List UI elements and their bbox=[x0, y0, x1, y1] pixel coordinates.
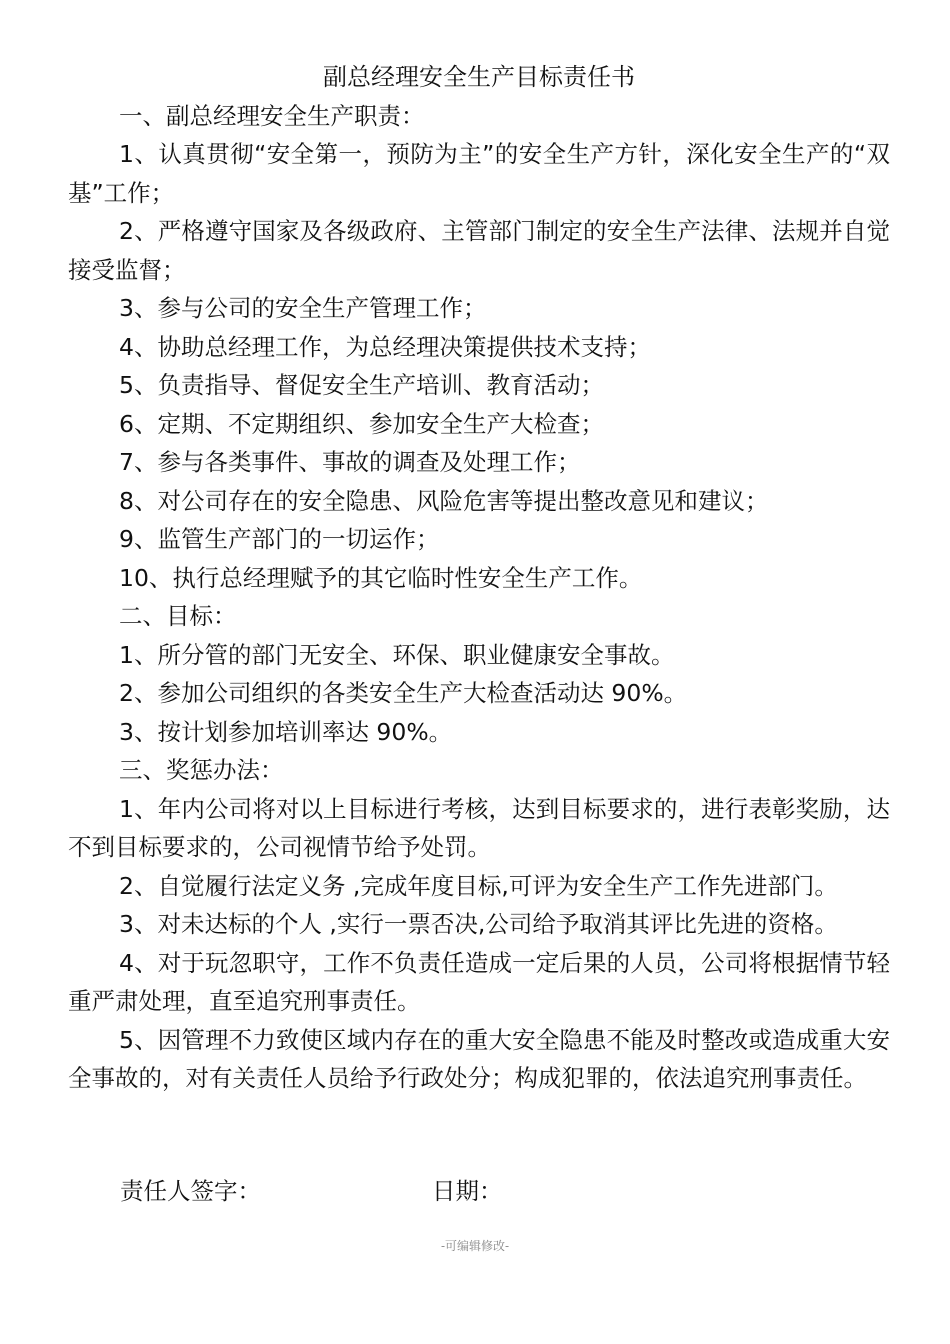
section-heading-duties: 一、副总经理安全生产职责： bbox=[119, 101, 425, 130]
goal-item-2: 2、参加公司组织的各类安全生产大检查活动达 90%。 bbox=[119, 679, 688, 707]
reward-item-2: 2、自觉履行法定义务 ,完成年度目标,可评为安全生产工作先进部门。 bbox=[119, 871, 838, 900]
reward-item-1: 1、年内公司将对以上目标进行考核，达到目标要求的，进行表彰奖励，达不到目标要求的，公司视情节给予处罚。 bbox=[68, 794, 890, 861]
signature-row bbox=[120, 1172, 503, 1210]
section-heading-goals: 二、目标： bbox=[119, 602, 237, 630]
duty-item-1: 1、认真贯彻“安全第一，预防为主”的安全生产方针，深化安全生产的“双基”工作； bbox=[68, 140, 890, 207]
duty-item-9: 9、监管生产部门的一切运作； bbox=[119, 525, 440, 553]
reward-item-4: 4、对于玩忽职守，工作不负责任造成一定后果的人员，公司将根据情节轻重严肃处理，直至追究刑事责任。 bbox=[68, 948, 890, 1015]
section-heading-rewards: 三、奖惩办法： bbox=[119, 756, 284, 784]
signature-label: 责任人签字： bbox=[120, 1177, 261, 1205]
duty-item-4: 4、协助总经理工作，为总经理决策提供技术支持； bbox=[119, 332, 651, 361]
document-body bbox=[68, 58, 890, 1098]
date-label: 日期： bbox=[432, 1177, 503, 1205]
document-title: 副总经理安全生产目标责任书 bbox=[323, 63, 635, 91]
goal-item-1: 1、所分管的部门无安全、环保、职业健康安全事故。 bbox=[119, 640, 675, 669]
duty-item-10: 10、执行总经理赋予的其它临时性安全生产工作。 bbox=[119, 563, 643, 592]
duty-item-6: 6、定期、不定期组织、参加安全生产大检查； bbox=[119, 409, 604, 438]
duty-item-7: 7、参与各类事件、事故的调查及处理工作； bbox=[119, 448, 581, 476]
reward-item-3: 3、对未达标的个人 ,实行一票否决,公司给予取消其评比先进的资格。 bbox=[119, 910, 838, 938]
duty-item-3: 3、参与公司的安全生产管理工作； bbox=[119, 294, 487, 322]
duty-item-2: 2、严格遵守国家及各级政府、主管部门制定的安全生产法律、法规并自觉接受监督； bbox=[68, 217, 890, 284]
page-footer: -可编辑修改- bbox=[440, 1239, 510, 1253]
duty-item-8: 8、对公司存在的安全隐患、风险危害等提出整改意见和建议； bbox=[119, 486, 769, 515]
goal-item-3: 3、按计划参加培训率达 90%。 bbox=[119, 717, 453, 746]
reward-item-5: 5、因管理不力致使区域内存在的重大安全隐患不能及时整改或造成重大安全事故的，对有关责任人员给予行政处分；构成犯罪的，依法追究刑事责任。 bbox=[68, 1025, 890, 1092]
duty-item-5: 5、负责指导、督促安全生产培训、教育活动； bbox=[119, 371, 604, 399]
